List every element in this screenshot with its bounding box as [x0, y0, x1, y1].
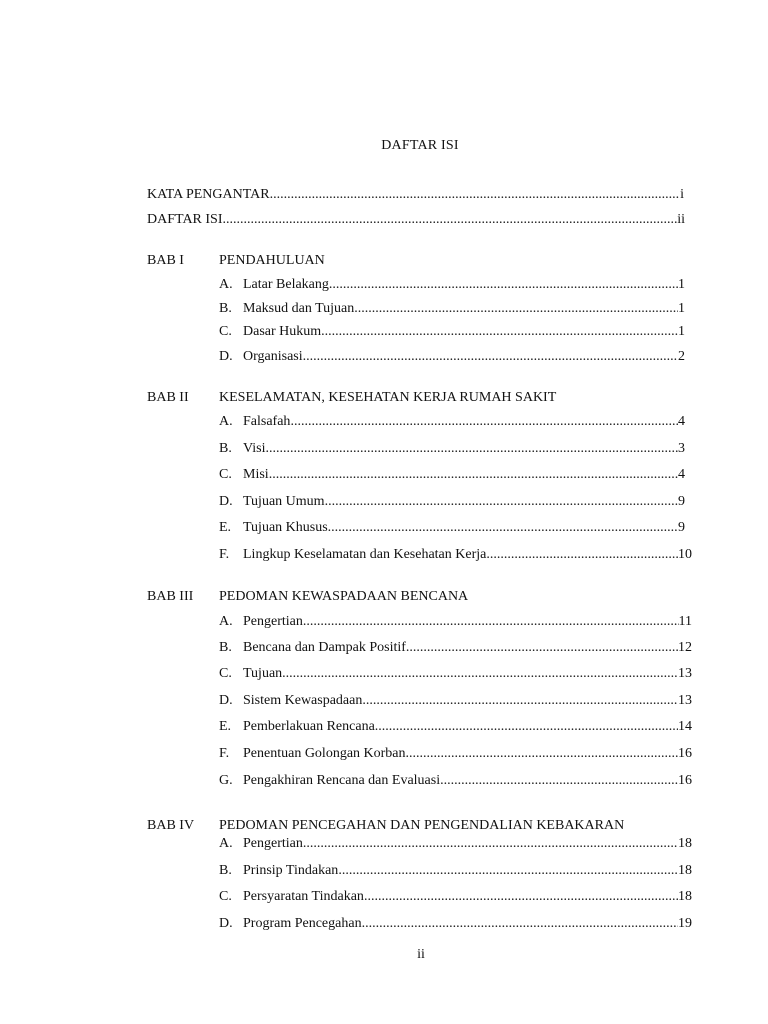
toc-entry: [219, 772, 692, 790]
toc-entry: [219, 718, 692, 736]
toc-entry: [219, 692, 692, 710]
toc-item-letter: G.: [219, 773, 233, 788]
dot-leader: [223, 211, 678, 229]
dot-leader: [303, 613, 679, 631]
page-title: DAFTAR ISI: [381, 138, 459, 153]
chapter-label: BAB II: [147, 390, 189, 405]
toc-entry-text: Program Pencegahan: [243, 916, 362, 931]
toc-item-letter: C.: [219, 467, 232, 482]
toc-item-letter: A.: [219, 414, 233, 429]
toc-page-number: i: [680, 187, 684, 202]
dot-leader: [440, 772, 678, 790]
toc-entry: [219, 413, 685, 431]
dot-leader: [362, 692, 678, 710]
chapter-label: BAB III: [147, 589, 194, 604]
dot-leader: [328, 519, 678, 537]
toc-page-number: 1: [678, 301, 685, 316]
toc-page-number: 13: [678, 666, 692, 681]
toc-page-number: 19: [678, 916, 692, 931]
toc-entry-text: Pengertian: [243, 614, 303, 629]
toc-entry-text: DAFTAR ISI: [147, 212, 223, 227]
toc-entry-text: Misi: [243, 467, 269, 482]
toc-entry-text: Tujuan Khusus: [243, 520, 328, 535]
toc-entry-text: Visi: [243, 441, 266, 456]
toc-item-letter: C.: [219, 666, 232, 681]
toc-item-letter: F.: [219, 547, 230, 562]
toc-entry: [219, 323, 685, 341]
toc-entry: [219, 466, 685, 484]
toc-page-number: 16: [678, 746, 692, 761]
toc-item-letter: B.: [219, 441, 232, 456]
dot-leader: [325, 493, 678, 511]
chapter-label: BAB I: [147, 253, 184, 268]
chapter-title: PEDOMAN KEWASPADAAN BENCANA: [219, 589, 469, 604]
toc-entry: [219, 915, 692, 933]
toc-entry-text: KATA PENGANTAR: [147, 187, 270, 202]
toc-entry: [219, 300, 685, 318]
toc-page-number: 13: [678, 693, 692, 708]
toc-entry-text: Bencana dan Dampak Positif: [243, 640, 406, 655]
toc-entry-kata-pengantar: [147, 186, 684, 204]
toc-entry-text: Organisasi: [243, 349, 303, 364]
page-number-footer: ii: [417, 947, 425, 962]
chapter-title: KESELAMATAN, KESEHATAN KERJA RUMAH SAKIT: [219, 390, 557, 405]
toc-entry: [219, 639, 692, 657]
dot-leader: [406, 745, 678, 763]
toc-page-number: 16: [678, 773, 692, 788]
toc-entry: [219, 276, 685, 294]
toc-item-letter: C.: [219, 324, 232, 339]
dot-leader: [269, 466, 678, 484]
toc-item-letter: E.: [219, 719, 232, 734]
toc-entry-text: Maksud dan Tujuan: [243, 301, 355, 316]
toc-entry: [219, 745, 692, 763]
toc-entry-text: Prinsip Tindakan: [243, 863, 339, 878]
dot-leader: [364, 888, 678, 906]
toc-entry: [219, 440, 685, 458]
dot-leader: [362, 915, 678, 933]
toc-entry-text: Falsafah: [243, 414, 291, 429]
dot-leader: [406, 639, 678, 657]
toc-page-number: 9: [678, 494, 685, 509]
toc-page-number: 4: [678, 414, 685, 429]
toc-item-letter: D.: [219, 916, 233, 931]
toc-entry: [219, 348, 685, 366]
toc-page-number: 11: [678, 614, 692, 629]
toc-page-number: 10: [678, 547, 692, 562]
dot-leader: [321, 323, 678, 341]
toc-entry-text: Tujuan: [243, 666, 283, 681]
chapter-title: PENDAHULUAN: [219, 253, 325, 268]
toc-entry-text: Latar Belakang: [243, 277, 329, 292]
toc-entry-daftar-isi: [147, 211, 685, 229]
toc-page-number: 3: [678, 441, 685, 456]
dot-leader: [270, 186, 681, 204]
toc-item-letter: A.: [219, 836, 233, 851]
toc-item-letter: F.: [219, 746, 230, 761]
toc-entry-text: Pengertian: [243, 836, 303, 851]
dot-leader: [303, 835, 678, 853]
toc-entry-text: Tujuan Umum: [243, 494, 325, 509]
toc-page-number: 14: [678, 719, 692, 734]
toc-entry: [219, 888, 692, 906]
toc-entry: [219, 493, 685, 511]
toc-item-letter: D.: [219, 693, 233, 708]
toc-page-number: 4: [678, 467, 685, 482]
toc-page-number: 1: [678, 277, 685, 292]
toc-entry: [219, 665, 692, 683]
toc-page-number: 2: [678, 349, 685, 364]
toc-page-number: 12: [678, 640, 692, 655]
toc-entry-text: Penentuan Golongan Korban: [243, 746, 406, 761]
chapter-title: PEDOMAN PENCEGAHAN DAN PENGENDALIAN KEBAKARAN: [219, 818, 625, 833]
toc-entry: [219, 613, 692, 631]
dot-leader: [303, 348, 678, 366]
toc-page-number: 18: [678, 889, 692, 904]
toc-entry: [219, 546, 692, 564]
dot-leader: [338, 862, 678, 880]
toc-entry: [219, 519, 685, 537]
toc-item-letter: A.: [219, 277, 233, 292]
toc-page-number: 18: [678, 863, 692, 878]
toc-page-number: 1: [678, 324, 685, 339]
dot-leader: [329, 276, 678, 294]
dot-leader: [266, 440, 679, 458]
toc-page-number: 18: [678, 836, 692, 851]
toc-page-number: ii: [677, 212, 685, 227]
toc-item-letter: B.: [219, 301, 232, 316]
dot-leader: [290, 413, 678, 431]
dot-leader: [375, 718, 678, 736]
dot-leader: [354, 300, 678, 318]
toc-item-letter: D.: [219, 494, 233, 509]
toc-item-letter: A.: [219, 614, 233, 629]
toc-item-letter: E.: [219, 520, 232, 535]
toc-item-letter: D.: [219, 349, 233, 364]
dot-leader: [282, 665, 678, 683]
toc-entry-text: Pengakhiran Rencana dan Evaluasi: [243, 773, 441, 788]
toc-item-letter: B.: [219, 863, 232, 878]
toc-entry-text: Dasar Hukum: [243, 324, 322, 339]
dot-leader: [486, 546, 678, 564]
toc-entry-text: Persyaratan Tindakan: [243, 889, 364, 904]
toc-entry-text: Pemberlakuan Rencana: [243, 719, 375, 734]
toc-entry: [219, 862, 692, 880]
toc-item-letter: C.: [219, 889, 232, 904]
toc-entry-text: Lingkup Keselamatan dan Kesehatan Kerja: [243, 547, 487, 562]
toc-page-number: 9: [678, 520, 685, 535]
toc-entry-text: Sistem Kewaspadaan: [243, 693, 363, 708]
toc-item-letter: B.: [219, 640, 232, 655]
toc-entry: [219, 835, 692, 853]
chapter-label: BAB IV: [147, 818, 195, 833]
